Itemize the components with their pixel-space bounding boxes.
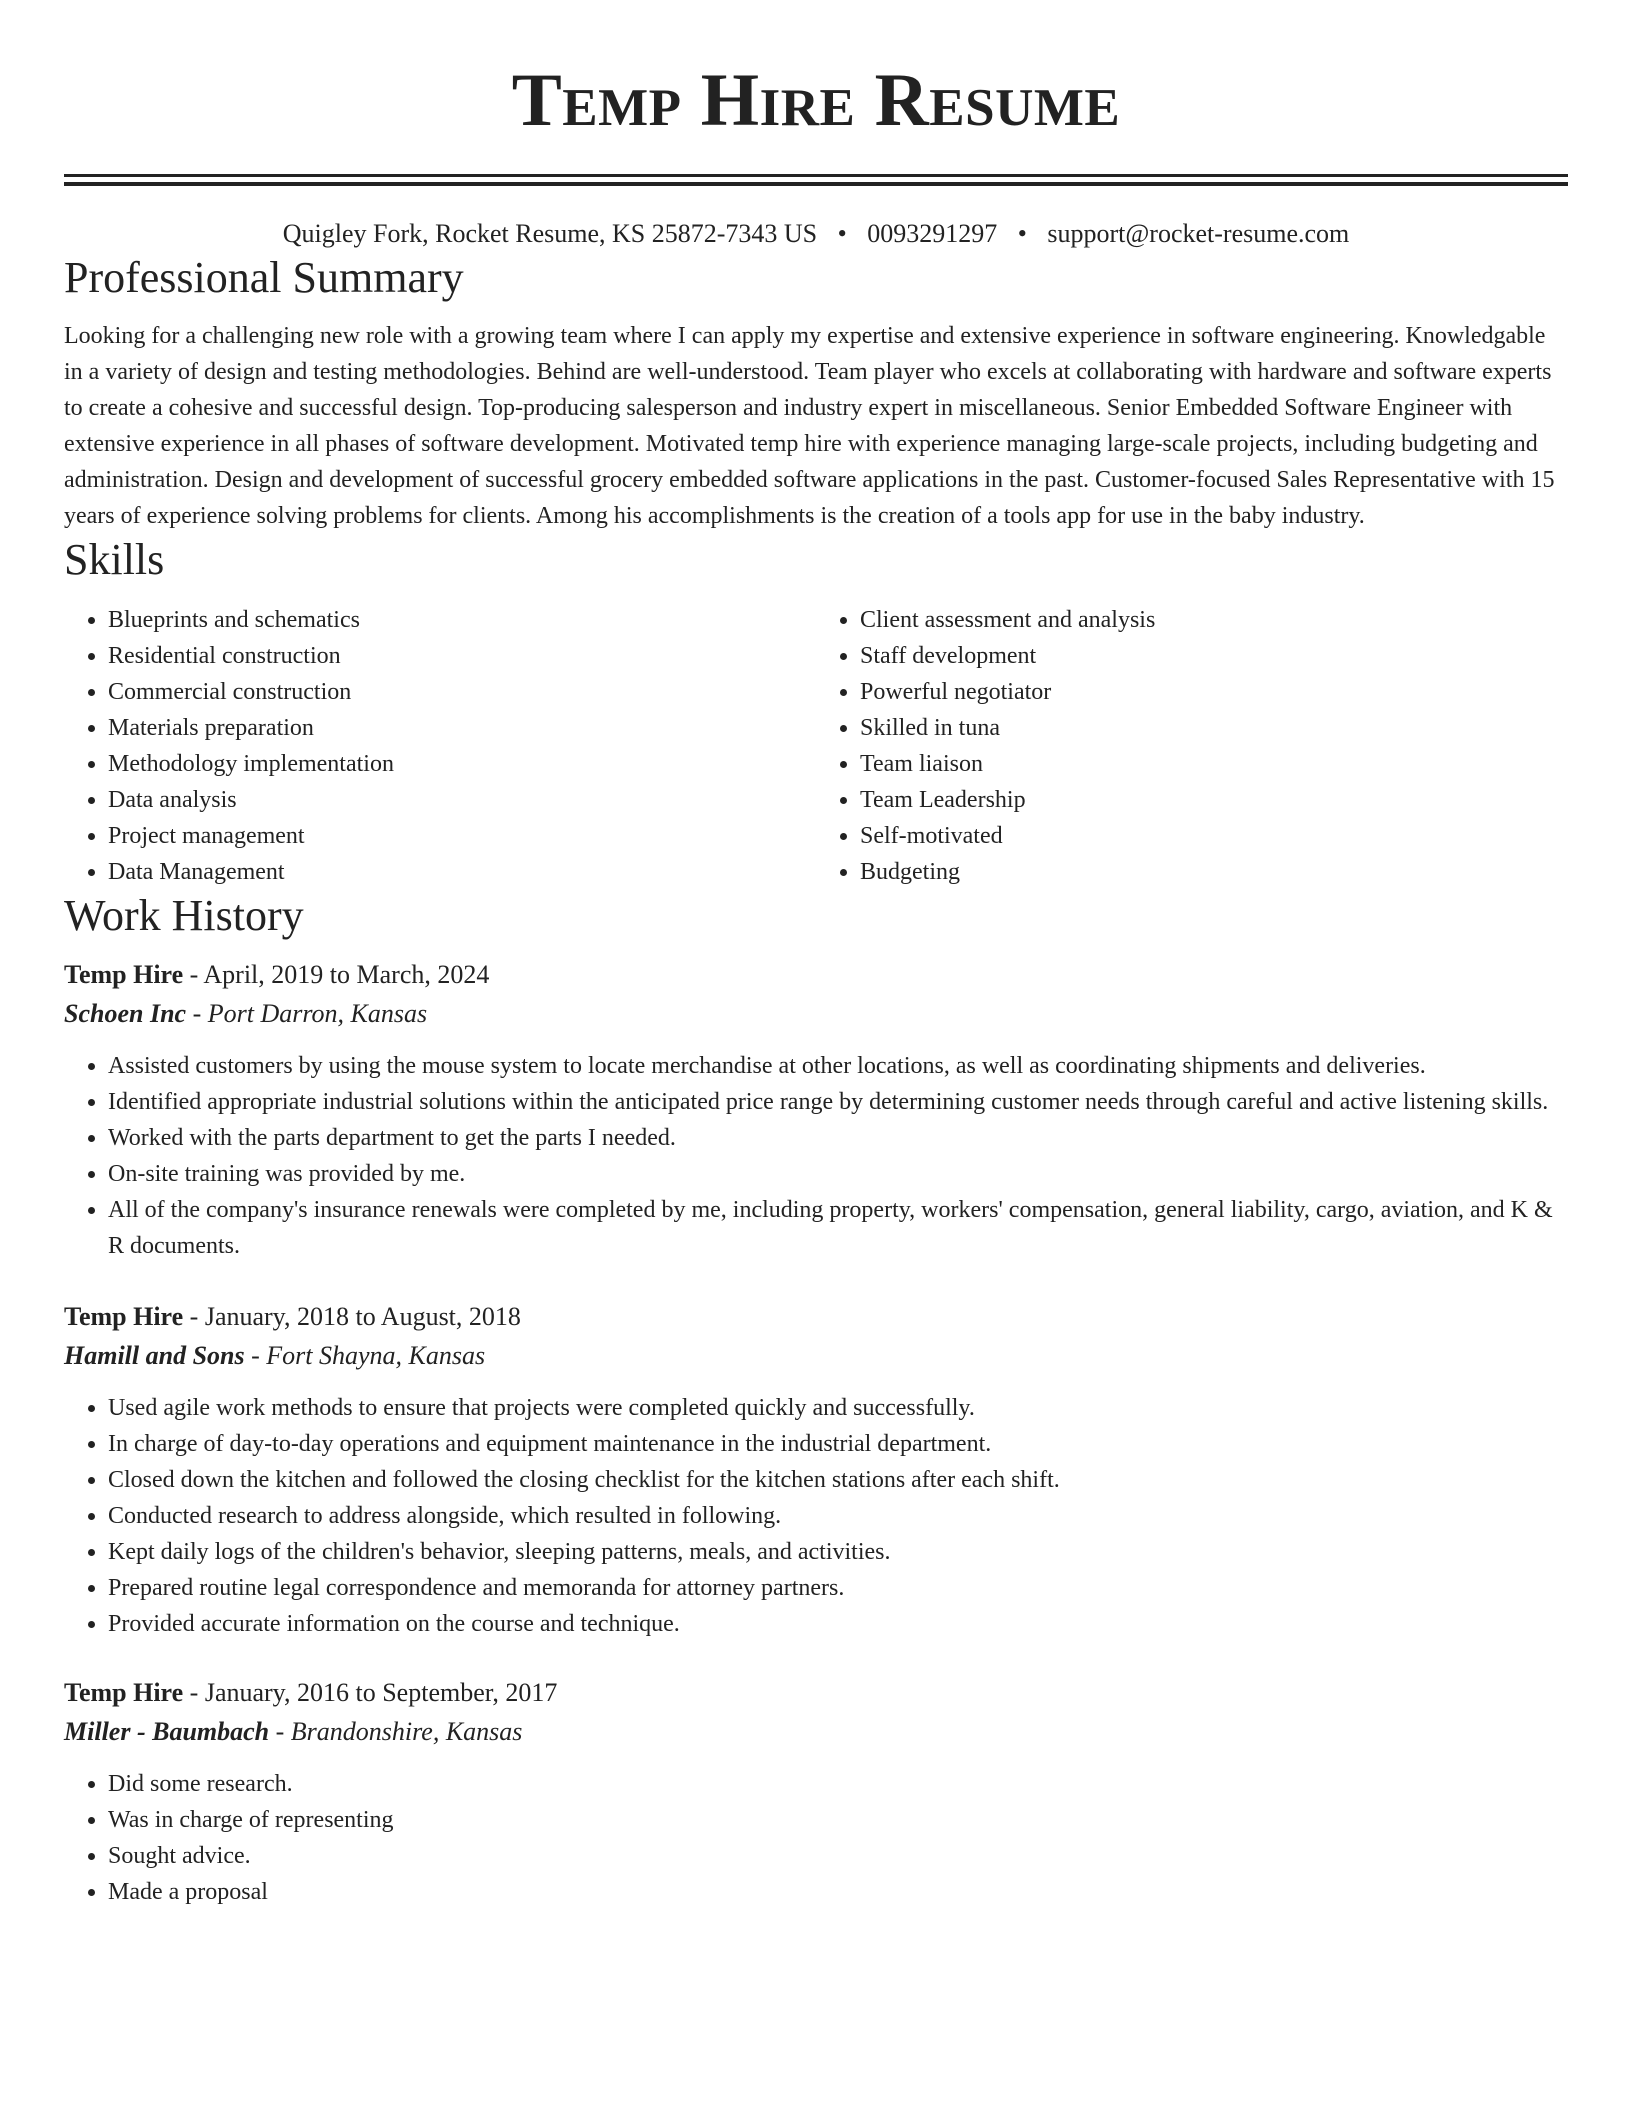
skill-item: • Data analysis xyxy=(108,782,816,818)
skill-item: • Residential construction xyxy=(108,638,816,674)
skill-item: • Commercial construction xyxy=(108,674,816,710)
contact-address: Quigley Fork, Rocket Resume, KS 25872-7343 US xyxy=(282,219,818,248)
job-role: Temp Hire xyxy=(64,1678,184,1707)
skill-item: • Data Management xyxy=(108,854,816,890)
job-duty: • Sought advice. xyxy=(108,1838,1568,1874)
job-employer xyxy=(64,1336,1568,1376)
skill-item: • Self-motivated xyxy=(860,818,1568,854)
job-duties xyxy=(64,1390,1568,1642)
job-duty: • Prepared routine legal correspondence and memoranda for attorney partners. xyxy=(108,1570,1568,1606)
job-duty: • Conducted research to address alongside, which resulted in following. xyxy=(108,1498,1568,1534)
job-location: - Fort Shayna, Kansas xyxy=(244,1341,486,1370)
skill-item: • Project management xyxy=(108,818,816,854)
job-duty: • All of the company's insurance renewals were completed by me, including property, workers' compensation, general liability, cargo, aviation, and K & R documents. xyxy=(108,1192,1568,1264)
summary-heading: Professional Summary xyxy=(64,253,464,302)
job-entry xyxy=(64,1298,1568,1642)
job-duty: • Identified appropriate industrial solutions within the anticipated price range by determining customer needs through careful and active listening skills. xyxy=(108,1084,1568,1120)
job-duties xyxy=(64,1766,1568,1910)
job-location: - Brandonshire, Kansas xyxy=(269,1717,523,1746)
job-dates: - April, 2019 to March, 2024 xyxy=(183,960,490,989)
job-company: Miller - Baumbach xyxy=(64,1717,270,1746)
job-role: Temp Hire xyxy=(64,1302,184,1331)
skills-columns xyxy=(64,602,1568,890)
skill-item: • Team Leadership xyxy=(860,782,1568,818)
job-header xyxy=(64,1298,1568,1336)
job-employer xyxy=(64,1712,1568,1752)
job-duty: • Closed down the kitchen and followed the closing checklist for the kitchen stations after each shift. xyxy=(108,1462,1568,1498)
job-header xyxy=(64,956,1568,994)
title-double-rule xyxy=(64,174,1568,186)
skill-item: • Blueprints and schematics xyxy=(108,602,816,638)
job-employer xyxy=(64,994,1568,1034)
skill-item: • Materials preparation xyxy=(108,710,816,746)
job-duty: • In charge of day-to-day operations and equipment maintenance in the industrial department. xyxy=(108,1426,1568,1462)
job-duties xyxy=(64,1048,1568,1264)
job-header xyxy=(64,1674,1568,1712)
contact-line xyxy=(64,216,1568,252)
job-duty: • Kept daily logs of the children's behavior, sleeping patterns, meals, and activities. xyxy=(108,1534,1568,1570)
job-duty: • Provided accurate information on the course and technique. xyxy=(108,1606,1568,1642)
job-dates: - January, 2018 to August, 2018 xyxy=(183,1302,521,1331)
contact-separator: • xyxy=(1017,219,1027,248)
job-company: Hamill and Sons xyxy=(64,1341,245,1370)
skill-item: • Team liaison xyxy=(860,746,1568,782)
skills-list-left xyxy=(64,602,816,890)
skill-item: • Budgeting xyxy=(860,854,1568,890)
job-entry xyxy=(64,956,1568,1264)
job-role: Temp Hire xyxy=(64,960,184,989)
skill-item: • Skilled in tuna xyxy=(860,710,1568,746)
job-duty: • On-site training was provided by me. xyxy=(108,1156,1568,1192)
job-dates: - January, 2016 to September, 2017 xyxy=(183,1678,558,1707)
job-duty: • Used agile work methods to ensure that projects were completed quickly and successfully. xyxy=(108,1390,1568,1426)
contact-phone: 0093291297 xyxy=(867,219,998,248)
skill-item: • Staff development xyxy=(860,638,1568,674)
skill-item: • Methodology implementation xyxy=(108,746,816,782)
job-entry xyxy=(64,1674,1568,1910)
skills-heading: Skills xyxy=(64,535,165,584)
job-duty: • Worked with the parts department to get the parts I needed. xyxy=(108,1120,1568,1156)
skills-list-right xyxy=(816,602,1568,890)
skill-item: • Client assessment and analysis xyxy=(860,602,1568,638)
job-company: Schoen Inc xyxy=(64,999,187,1028)
work-history-heading: Work History xyxy=(64,891,304,940)
job-duty: • Was in charge of representing xyxy=(108,1802,1568,1838)
summary-text: Looking for a challenging new role with a growing team where I can apply my expertise and extensive experience in software engineering. Knowledgable in a variety of design and testing methodologies. Behind are well-understood. Team player who excels at collaborating with hardware and software experts to create a cohesive and successful design. Top-producing salesperson and industry expert in miscellaneous. Senior Embedded Software Engineer with extensive experience in all phases of software development. Motivated temp hire with experience managing large-scale projects, including budgeting and administration. Design and development of successful grocery embedded software applications in the past. Customer-focused Sales Representative with 15 years of experience solving problems for clients. Among his accomplishments is the creation of a tools app for use in the baby industry. xyxy=(64,323,1555,529)
job-duty: • Did some research. xyxy=(108,1766,1568,1802)
job-duty: • Assisted customers by using the mouse system to locate merchandise at other locations, as well as coordinating shipments and deliveries. xyxy=(108,1048,1568,1084)
skill-item: • Powerful negotiator xyxy=(860,674,1568,710)
job-duty: • Made a proposal xyxy=(108,1874,1568,1910)
contact-email: support@rocket-resume.com xyxy=(1047,219,1350,248)
resume-title: Temp Hire Resume xyxy=(511,59,1121,142)
job-location: - Port Darron, Kansas xyxy=(186,999,428,1028)
contact-separator: • xyxy=(837,219,847,248)
